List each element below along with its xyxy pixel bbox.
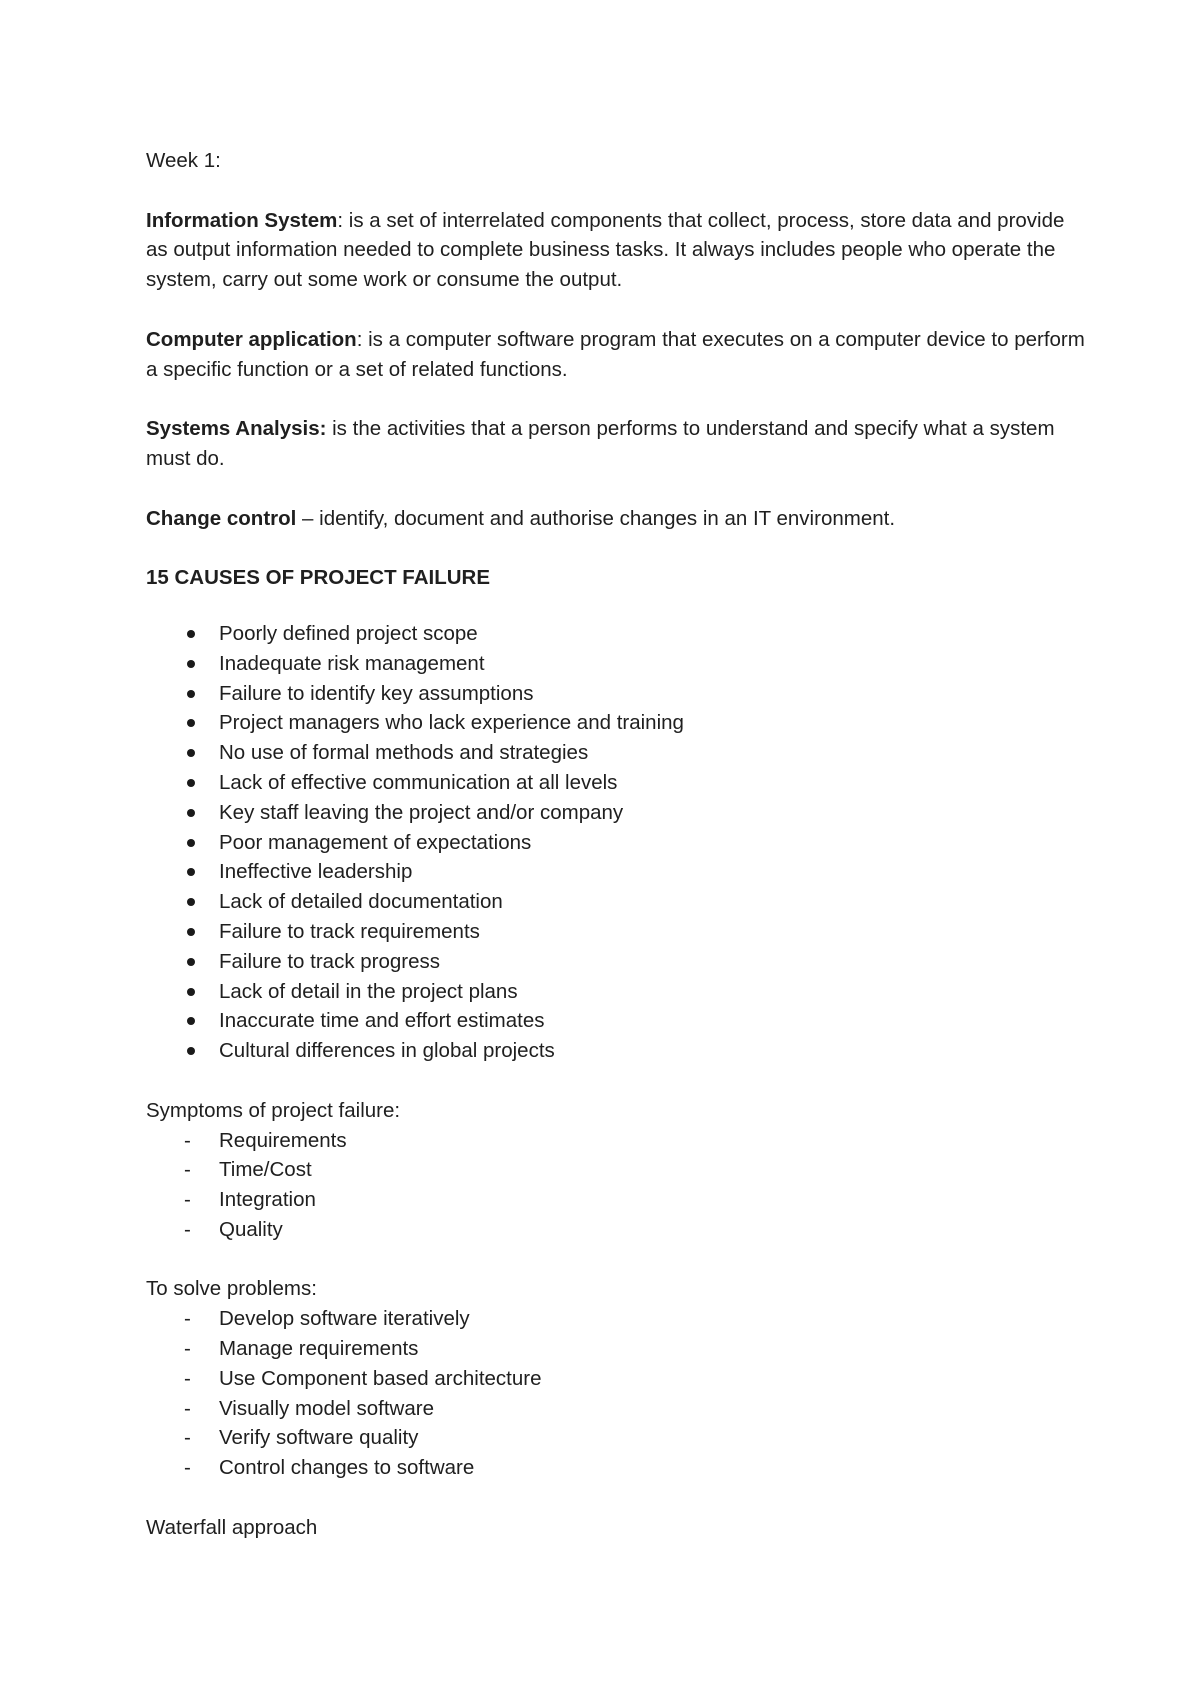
list-item-text: Integration (219, 1188, 316, 1212)
list-item-text: Use Component based architecture (219, 1366, 542, 1390)
list-item (146, 1036, 1086, 1066)
list-item (146, 1334, 1086, 1364)
bullet-icon (187, 719, 195, 727)
definition-change-control (146, 504, 1086, 534)
definition-separator: : (337, 208, 349, 232)
list-item (146, 1215, 1086, 1245)
solutions-list (146, 1304, 1086, 1483)
dash-marker: - (184, 1188, 191, 1212)
dash-marker: - (184, 1456, 191, 1480)
dash-marker: - (184, 1307, 191, 1331)
bullet-icon (187, 779, 195, 787)
waterfall-heading: Waterfall approach (146, 1515, 318, 1539)
dash-marker: - (184, 1337, 191, 1361)
solutions-heading: To solve problems: (146, 1277, 317, 1301)
dash-marker: - (184, 1366, 191, 1390)
bullet-icon (187, 809, 195, 817)
bullet-icon (187, 1047, 195, 1055)
definition-term: Computer application (146, 327, 357, 351)
definition-term: Systems Analysis: (146, 417, 327, 441)
list-item-text: Manage requirements (219, 1337, 419, 1361)
bullet-icon (187, 868, 195, 876)
list-item-text: Poor management of expectations (219, 830, 532, 854)
definition-text: – identify, document and authorise changes in an IT environment. (302, 506, 896, 530)
definition-information-system (146, 206, 1086, 295)
bullet-icon (187, 988, 195, 996)
bullet-icon (187, 660, 195, 668)
list-item-text: Develop software iteratively (219, 1307, 470, 1331)
list-item (146, 649, 1086, 679)
list-item (146, 708, 1086, 738)
list-item-text: Quality (219, 1217, 283, 1241)
list-item-text: Ineffective leadership (219, 860, 413, 884)
list-item-text: Requirements (219, 1128, 347, 1152)
list-item (146, 1394, 1086, 1424)
document-page (146, 146, 1086, 1543)
list-item (146, 977, 1086, 1007)
list-item-text: Time/Cost (219, 1158, 312, 1182)
list-item-text: Inaccurate time and effort estimates (219, 1009, 545, 1033)
bullet-icon (187, 898, 195, 906)
definition-separator: : (356, 327, 369, 351)
causes-heading: 15 CAUSES OF PROJECT FAILURE (146, 566, 491, 590)
list-item-text: Verify software quality (219, 1426, 419, 1450)
list-item-text: Cultural differences in global projects (219, 1039, 555, 1063)
list-item (146, 619, 1086, 649)
list-item-text: Failure to identify key assumptions (219, 681, 534, 705)
list-item (146, 917, 1086, 947)
list-item (146, 768, 1086, 798)
list-item-text: Control changes to software (219, 1456, 475, 1480)
definition-term: Information System (146, 208, 338, 232)
list-item (146, 1304, 1086, 1334)
symptoms-heading: Symptoms of project failure: (146, 1098, 401, 1122)
week-heading: Week 1: (146, 149, 221, 172)
list-item-text: Lack of detail in the project plans (219, 979, 518, 1003)
list-item-text: Lack of effective communication at all levels (219, 770, 618, 794)
list-item-text: Failure to track requirements (219, 919, 480, 943)
bullet-icon (187, 690, 195, 698)
dash-marker: - (184, 1426, 191, 1450)
list-item (146, 1364, 1086, 1394)
bullet-icon (187, 928, 195, 936)
list-item-text: Failure to track progress (219, 949, 441, 973)
list-item (146, 1126, 1086, 1156)
list-item (146, 738, 1086, 768)
list-item (146, 1155, 1086, 1185)
list-item (146, 828, 1086, 858)
list-item (146, 887, 1086, 917)
list-item (146, 857, 1086, 887)
bullet-icon (187, 749, 195, 757)
dash-marker: - (184, 1396, 191, 1420)
symptoms-list (146, 1126, 1086, 1245)
list-item-text: Key staff leaving the project and/or company (219, 800, 624, 824)
dash-marker: - (184, 1158, 191, 1182)
causes-list (146, 619, 1086, 1066)
list-item (146, 679, 1086, 709)
list-item (146, 1006, 1086, 1036)
bullet-icon (187, 839, 195, 847)
definition-text: is the activities that a person performs to understand and specify what a system must do. (146, 417, 1055, 470)
list-item-text: Inadequate risk management (219, 651, 485, 675)
list-item (146, 798, 1086, 828)
definition-text: is a computer software program that executes on a computer device to perform a specific function or a set of related functions. (146, 327, 1085, 381)
list-item (146, 947, 1086, 977)
list-item-text: Poorly defined project scope (219, 621, 478, 645)
list-item-text: Visually model software (219, 1396, 434, 1420)
definition-computer-application (146, 325, 1086, 385)
list-item (146, 1185, 1086, 1215)
definition-systems-analysis (146, 414, 1086, 474)
list-item-text: Project managers who lack experience and training (219, 711, 684, 735)
dash-marker: - (184, 1217, 191, 1241)
definition-term: Change control (146, 506, 297, 530)
dash-marker: - (184, 1128, 191, 1152)
list-item-text: Lack of detailed documentation (219, 890, 503, 914)
bullet-icon (187, 1017, 195, 1025)
bullet-icon (187, 630, 195, 638)
list-item (146, 1453, 1086, 1483)
definition-text: is a set of interrelated components that collect, process, store data and provide as output information needed to complete business tasks. It always includes people who operate the system, carry out some work or consume the output. (146, 208, 1065, 292)
list-item-text: No use of formal methods and strategies (219, 741, 589, 765)
list-item (146, 1423, 1086, 1453)
bullet-icon (187, 958, 195, 966)
